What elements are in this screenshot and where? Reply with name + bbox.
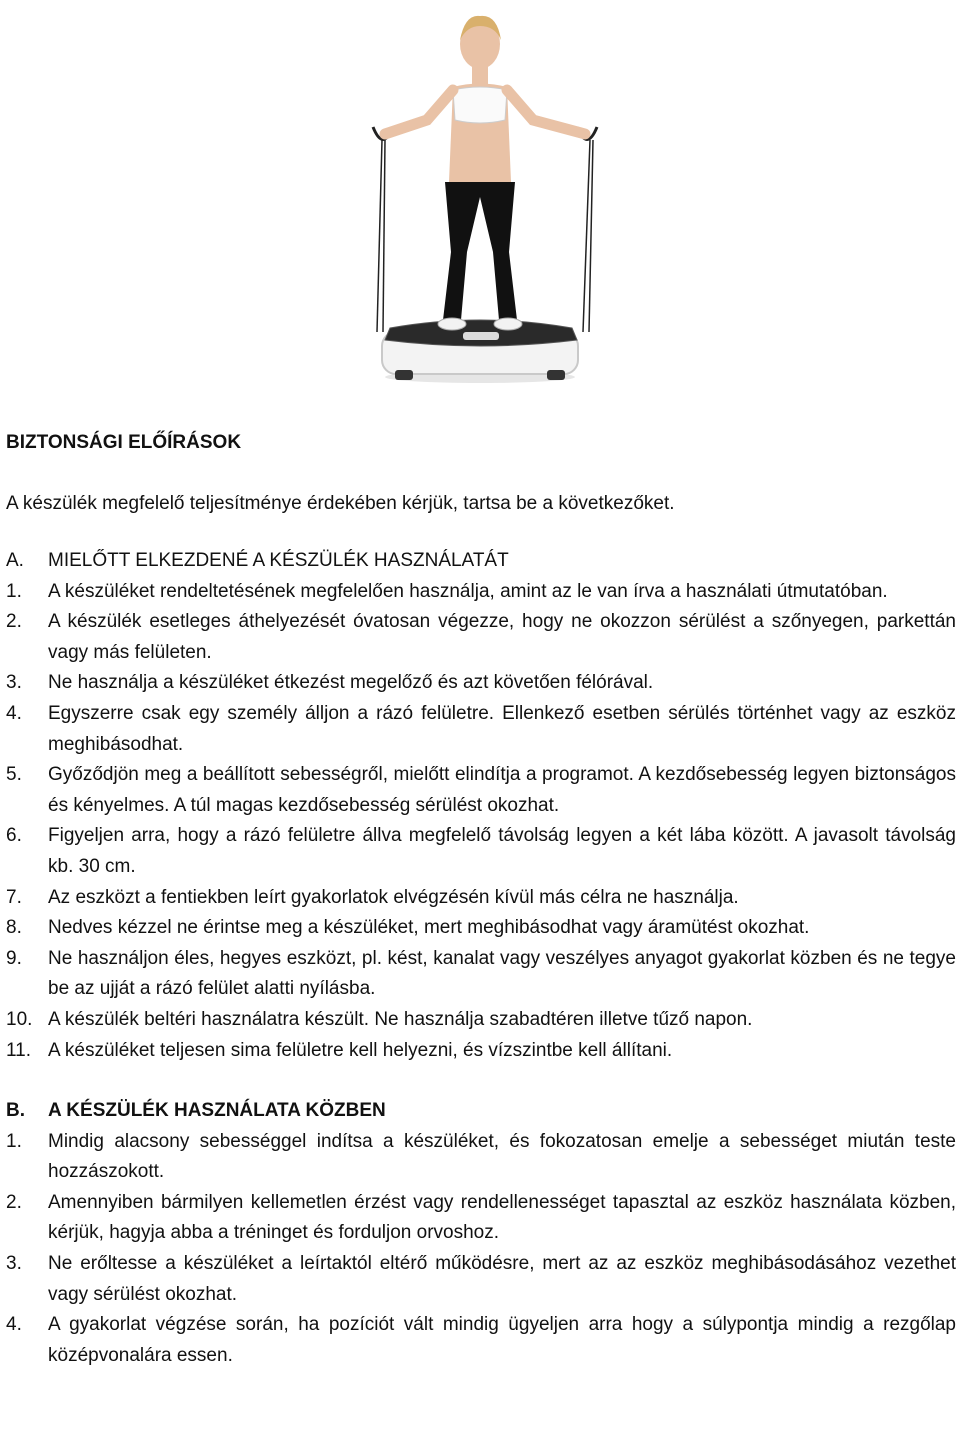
- item-number: 7.: [6, 886, 22, 908]
- item-text: Nedves kézzel ne érintse meg a készüléket, mert meghibásodhat vagy áramütést okozhat.: [48, 917, 810, 939]
- list-item: [6, 607, 956, 668]
- item-list: [6, 1127, 956, 1372]
- item-number: 5.: [6, 764, 22, 786]
- item-number: 2.: [6, 611, 22, 633]
- item-number: 1.: [6, 580, 22, 602]
- safety-document: [6, 428, 956, 1371]
- item-number: 10.: [6, 1008, 33, 1030]
- item-number: 11.: [6, 1039, 32, 1061]
- section-b: [6, 1096, 956, 1371]
- list-item: [6, 821, 956, 882]
- list-item: [6, 577, 956, 608]
- list-item: [6, 1310, 956, 1371]
- item-text: Mindig alacsony sebességgel indítsa a készüléket, és fokozatosan emelje a sebességet miután teste hozzászokott.: [48, 1130, 956, 1183]
- section-title: MIELŐTT ELKEZDENÉ A KÉSZÜLÉK HASZNÁLATÁT: [48, 550, 509, 571]
- item-text: Amennyiben bármilyen kellemetlen érzést vagy rendellenességet tapasztal az eszköz használata közben, kérjük, hagyja abba a tréninget és forduljon orvoshoz.: [48, 1191, 956, 1244]
- list-item: [6, 1036, 956, 1067]
- list-item: [6, 913, 956, 944]
- item-text: A készülék esetleges áthelyezését óvatosan végezze, hogy ne okozzon sérülést a szőnyegen, parkettán vagy más felületen.: [48, 611, 956, 663]
- section-marker: B.: [6, 1100, 25, 1122]
- item-text: Győződjön meg a beállított sebességről, mielőtt elindítja a programot. A kezdősebesség legyen biztonságos és kényelmes. A túl magas kezdősebesség sérülést okozhat.: [48, 764, 956, 816]
- item-number: 1.: [6, 1130, 22, 1152]
- item-number: 6.: [6, 825, 22, 847]
- item-text: Ne használjon éles, hegyes eszközt, pl. kést, kanalat vagy veszélyes anyagot gyakorlat közben és ne tegye be az ujját a rázó felület alatti nyílásba.: [48, 947, 956, 1000]
- product-photo: [355, 2, 605, 387]
- item-text: A gyakorlat végzése során, ha pozíciót vált mindig ügyeljen arra hogy a súlypontja mindig a rezgőlap középvonalára essen.: [48, 1314, 956, 1366]
- section-title: A KÉSZÜLÉK HASZNÁLATA KÖZBEN: [48, 1100, 386, 1122]
- item-text: A készülék beltéri használatra készült. Ne használja szabadtéren illetve tűző napon.: [48, 1008, 753, 1030]
- list-item: [6, 883, 956, 914]
- document-title: BIZTONSÁGI ELŐÍRÁSOK: [6, 432, 242, 453]
- section-heading: [6, 1096, 956, 1127]
- list-item: [6, 944, 956, 1005]
- item-text: A készüléket rendeltetésének megfelelően használja, amint az le van írva a használati útmutatóban.: [48, 580, 888, 602]
- list-item: [6, 760, 956, 821]
- intro-text: A készülék megfelelő teljesítménye érdekében kérjük, tartsa be a következőket.: [6, 493, 675, 514]
- section-marker: A.: [6, 550, 24, 571]
- item-number: 9.: [6, 947, 22, 969]
- list-item: [6, 1249, 956, 1310]
- list-item: [6, 1005, 956, 1036]
- list-item: [6, 668, 956, 699]
- item-number: 2.: [6, 1191, 22, 1213]
- item-list: [6, 577, 956, 1067]
- section-a: [6, 546, 956, 1066]
- athlete-figure: [385, 16, 585, 330]
- item-text: Ne erőltesse a készüléket a leírtaktól eltérő működésre, mert az az eszköz meghibásodásához vezethet vagy sérülést okozhat.: [48, 1253, 956, 1305]
- item-number: 3.: [6, 672, 22, 694]
- item-number: 8.: [6, 917, 22, 939]
- item-number: 4.: [6, 1314, 22, 1336]
- item-text: Az eszközt a fentiekben leírt gyakorlatok elvégzésén kívül más célra ne használja.: [48, 886, 739, 908]
- vibration-plate: [382, 320, 578, 383]
- item-text: Figyeljen arra, hogy a rázó felületre állva megfelelő távolság legyen a két lába között. A javasolt távolság kb. 30 cm.: [48, 825, 956, 877]
- list-item: [6, 699, 956, 760]
- item-text: A készüléket teljesen sima felületre kell helyezni, és vízszintbe kell állítani.: [48, 1039, 673, 1061]
- item-number: 4.: [6, 702, 22, 724]
- section-heading: [6, 546, 956, 577]
- list-item: [6, 1127, 956, 1188]
- list-item: [6, 1188, 956, 1249]
- item-text: Ne használja a készüléket étkezést megelőző és azt követően félórával.: [48, 672, 654, 694]
- item-number: 3.: [6, 1253, 22, 1275]
- item-text: Egyszerre csak egy személy álljon a rázó felületre. Ellenkező esetben sérülés történhet vagy az eszköz meghibásodhat.: [48, 702, 956, 755]
